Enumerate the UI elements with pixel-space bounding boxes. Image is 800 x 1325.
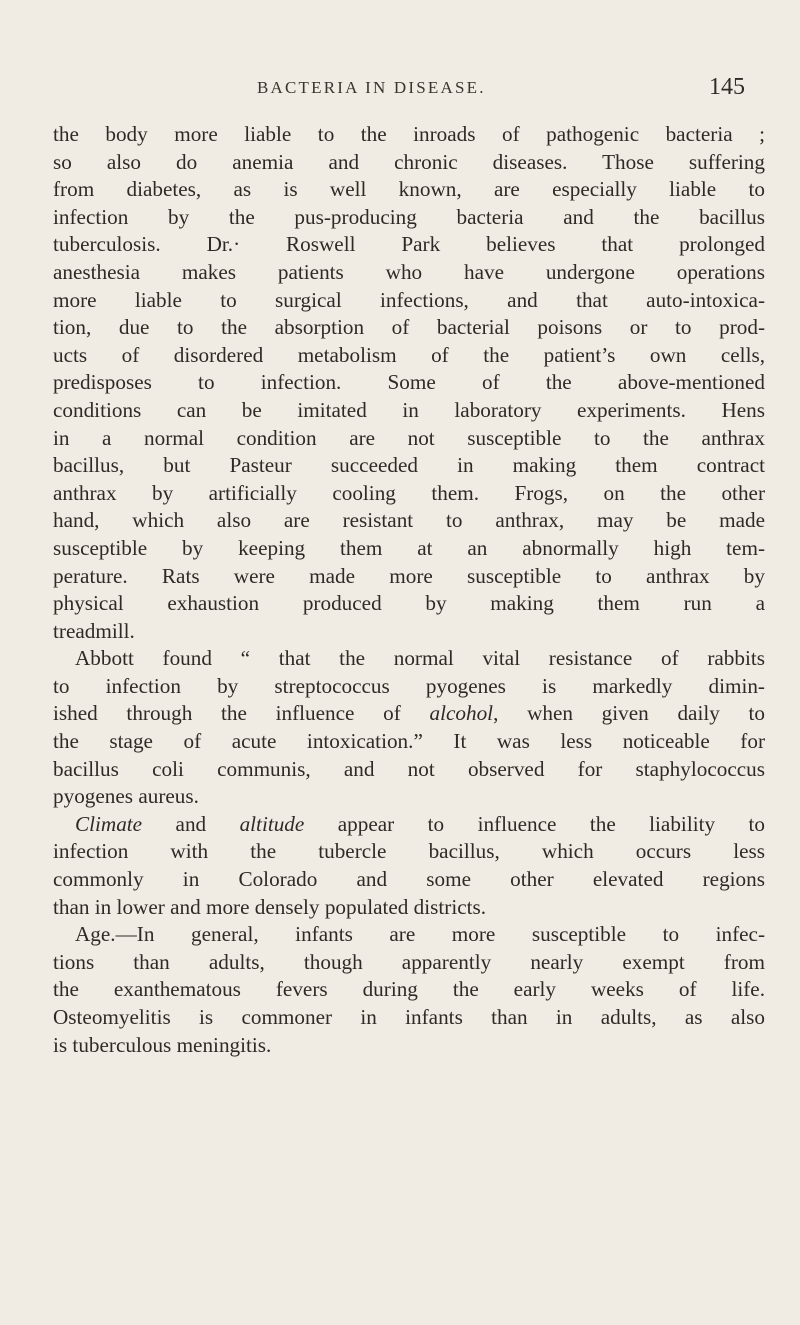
text-line [53,700,765,728]
text-line: so also do anemia and chronic diseases. Those suffering [53,149,765,174]
text-line: hand, which also are resistant to anthrax, may be made [53,508,765,533]
text-line: susceptible by keeping them at an abnormally high tem- [53,535,765,560]
text-line [53,811,765,839]
text-line: physical exhaustion produced by making them run a [53,591,765,616]
italic-term: Climate [75,811,143,836]
text-line: in a normal condition are not susceptible to the anthrax [53,425,765,450]
text-line: bacillus, but Pasteur succeeded in making them contract [53,453,765,478]
text-line: predisposes to infection. Some of the above-mentioned [53,370,765,395]
text-line: anthrax by artificially cooling them. Frogs, on the other [53,480,765,505]
text-line: anesthesia makes patients who have undergone operations [53,259,765,284]
text-line: Osteomyelitis is commoner in infants than in adults, as also [53,1005,765,1029]
text-line: infection with the tubercle bacillus, which occurs less [53,839,765,864]
text-line: tion, due to the absorption of bacterial poisons or to prod- [53,315,765,340]
text-line: the exanthematous fevers during the early weeks of life. [53,977,765,1002]
text-run: —In general, infants are more susceptible to infec- [115,922,765,947]
text-line: ucts of disordered metabolism of the patient’s own cells, [53,342,765,367]
text-line: Abbott found “ that the normal vital resistance of rabbits [75,646,765,671]
text-line: perature. Rats were made more susceptible to anthrax by [53,563,765,588]
text-line: infection by the pus-producing bacteria and the bacillus [53,204,765,229]
text-line: is tuberculous meningitis. [53,1032,272,1057]
text-line: to infection by streptococcus pyogenes is markedly dimin- [53,673,765,698]
running-head [0,76,800,106]
text-line: commonly in Colorado and some other elevated regions [53,867,765,892]
text-line: than in lower and more densely populated districts. [53,894,487,919]
text-line: tuberculosis. Dr.· Roswell Park believes that prolonged [53,232,765,257]
text-line: bacillus coli communis, and not observed for staphylococcus [53,756,765,781]
text-run: appear to influence the liability to [304,811,765,836]
italic-term: altitude [239,811,305,836]
body-text [53,121,765,1059]
text-line: pyogenes aureus. [53,784,199,809]
text-run: and [142,811,240,836]
text-line [53,921,765,949]
text-run: , when given daily to [493,701,765,726]
text-run: ished through the influence of [53,701,430,726]
page-number: 145 [709,74,745,100]
text-line: the body more liable to the inroads of pathogenic bacteria ; [53,122,765,146]
text-line: more liable to surgical infections, and that auto-intoxica- [53,287,765,312]
running-title: BACTERIA IN DISEASE. [257,78,486,97]
text-line: tions than adults, though apparently nearly exempt from [53,949,765,974]
text-line: from diabetes, as is well known, are especially liable to [53,177,765,202]
italic-term: alcohol [429,701,494,726]
text-line: conditions can be imitated in laboratory experiments. Hens [53,397,765,422]
text-line: the stage of acute intoxication.” It was less noticeable for [53,729,765,754]
section-heading: Age. [75,922,116,947]
text-line: treadmill. [53,618,135,643]
